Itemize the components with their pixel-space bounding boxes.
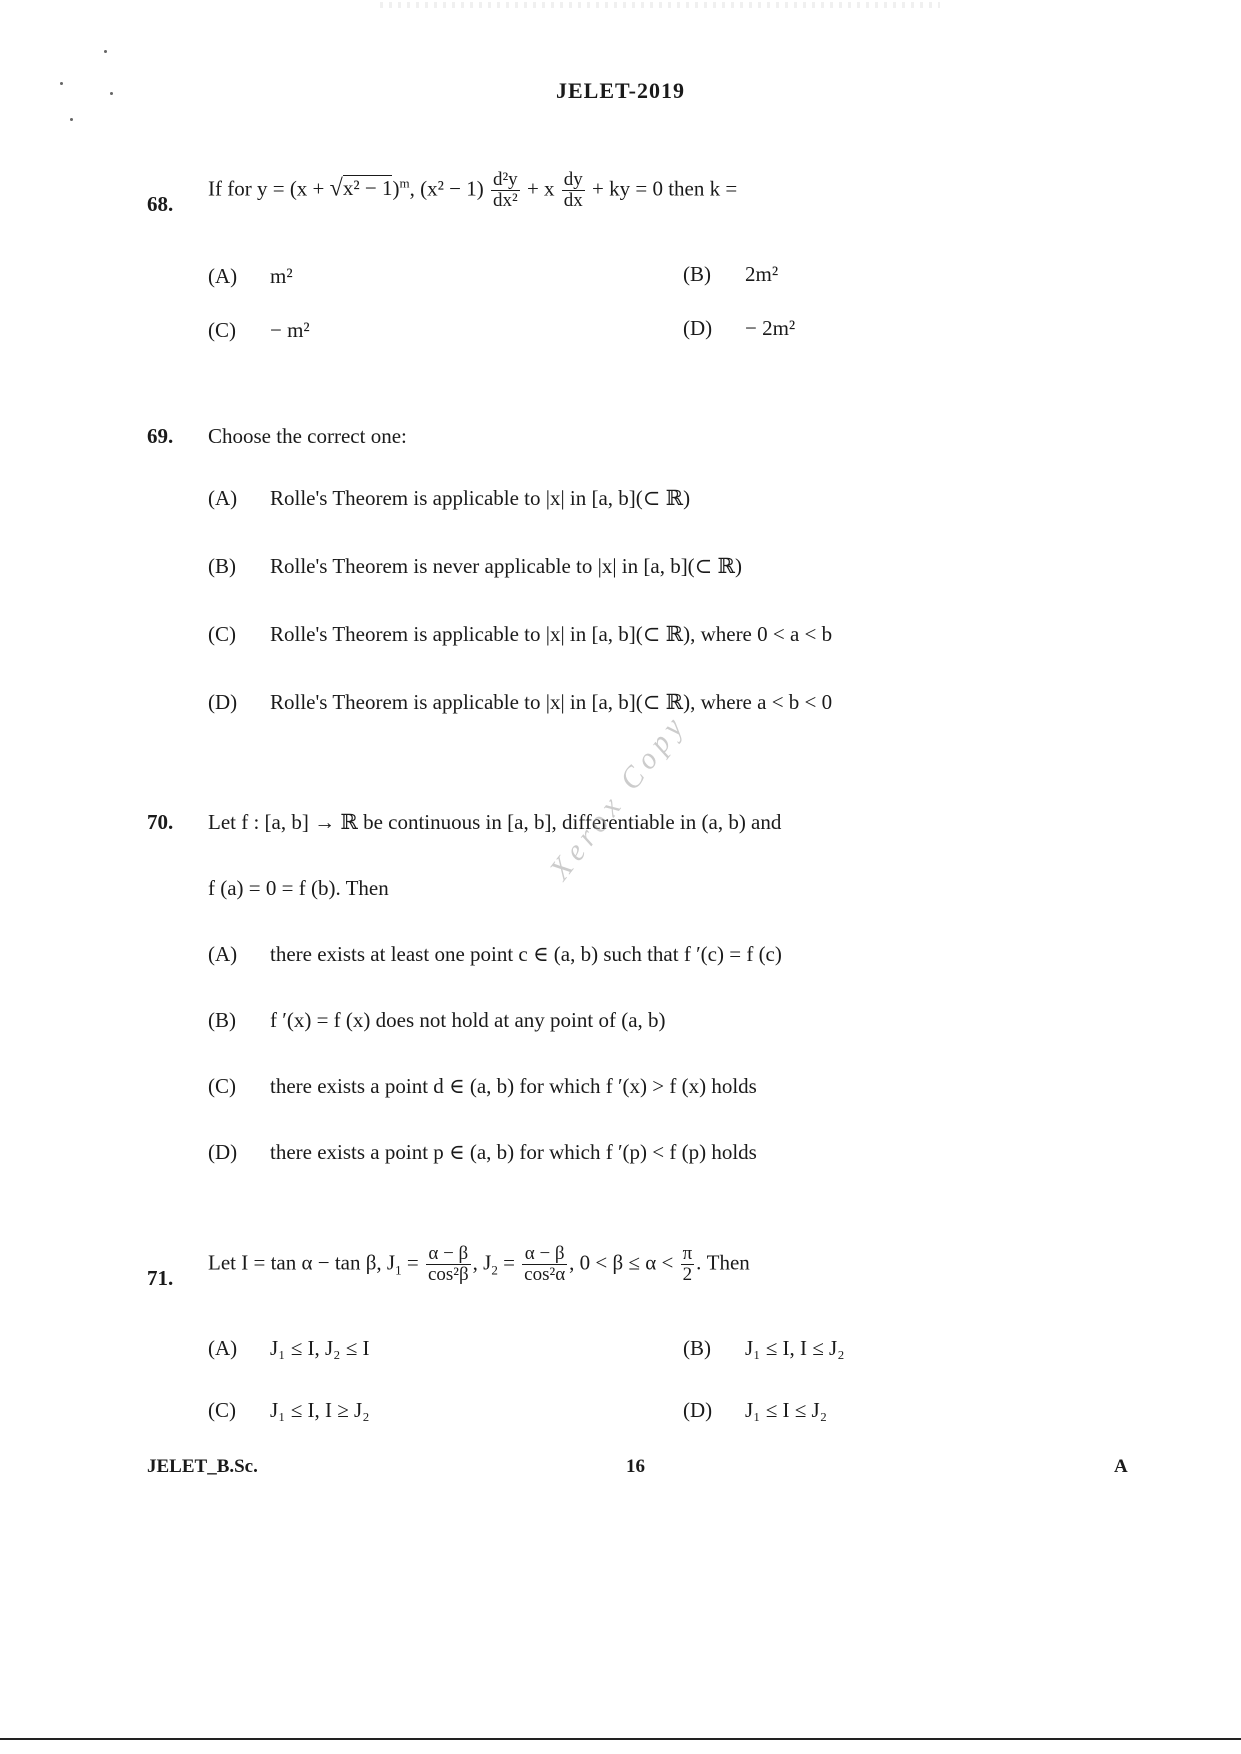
option-b[interactable]: (B) J₁ ≤ I, I ≤ J₂	[683, 1336, 845, 1360]
option-c[interactable]: (C) − m²	[208, 318, 310, 342]
option-a[interactable]: (A) m²	[208, 264, 293, 288]
option-b[interactable]: (B) f ′(x) = f (x) does not hold at any point of (a, b)	[208, 1008, 666, 1032]
option-d[interactable]: (D) there exists a point p ∈ (a, b) for which f ′(p) < f (p) holds	[208, 1140, 757, 1164]
option-a[interactable]: (A) J₁ ≤ I, J₂ ≤ I	[208, 1336, 370, 1360]
option-c[interactable]: (C) Rolle's Theorem is applicable to |x| in [a, b](⊂ ℝ), where 0 < a < b	[208, 622, 833, 646]
question-number: 70.	[147, 810, 174, 834]
question-stem: Let I = tan α − tan β, $J_1$ = $\frac{\alpha - \beta}{\text{cos²β}}$ , $J_2$ = $\frac{\alpha - \beta}{\text{cos²α}}$ , 0 < β ≤ α < $\frac{\pi}{2}$ . Then	[208, 1243, 750, 1285]
option-b[interactable]: (B) 2m²	[683, 262, 779, 286]
footer-course-code: JELET_B.Sc.	[147, 1456, 258, 1477]
option-a[interactable]: (A) there exists at least one point c ∈ (a, b) such that f ′(c) = f (c)	[208, 942, 782, 966]
question-stem: Let f : [a, b] → ℝ be continuous in [a, b], differentiable in (a, b) and	[208, 810, 782, 834]
option-d[interactable]: (D) − 2m²	[683, 316, 796, 340]
scan-artifact	[380, 2, 940, 8]
option-b[interactable]: (B) Rolle's Theorem is never applicable to |x| in [a, b](⊂ ℝ)	[208, 554, 742, 578]
watermark-stamp: Xerox Copy	[543, 707, 694, 887]
page-number: 16	[626, 1456, 645, 1477]
option-c[interactable]: (C) J₁ ≤ I, I ≥ J₂	[208, 1398, 370, 1422]
question-stem-line-2: f (a) = 0 = f (b). Then	[208, 876, 389, 900]
option-c[interactable]: (C) there exists a point d ∈ (a, b) for which f ′(x) > f (x) holds	[208, 1074, 757, 1098]
question-stem: Choose the correct one:	[208, 424, 407, 448]
option-d[interactable]: (D) J₁ ≤ I ≤ J₂	[683, 1398, 828, 1422]
question-number: 69.	[147, 424, 174, 448]
page-title: JELET-2019	[555, 78, 685, 103]
scan-speck	[104, 50, 107, 53]
booklet-set: A	[1114, 1456, 1128, 1477]
option-a[interactable]: (A) Rolle's Theorem is applicable to |x| in [a, b](⊂ ℝ)	[208, 486, 691, 510]
question-stem: If for $y = (x + √x^2 - 1)^m$, (x² − 1) $\frac{\text{d²y}}{\text{dx²}}$ + x $\frac{dy}{dx}$ + ky = 0 then k =	[208, 169, 738, 211]
page-bottom-rule	[0, 1738, 1241, 1740]
option-d[interactable]: (D) Rolle's Theorem is applicable to |x| in [a, b](⊂ ℝ), where a < b < 0	[208, 690, 833, 714]
question-number: 71.	[147, 1266, 174, 1290]
question-number: 68.	[147, 192, 174, 216]
scan-speck	[70, 118, 73, 121]
